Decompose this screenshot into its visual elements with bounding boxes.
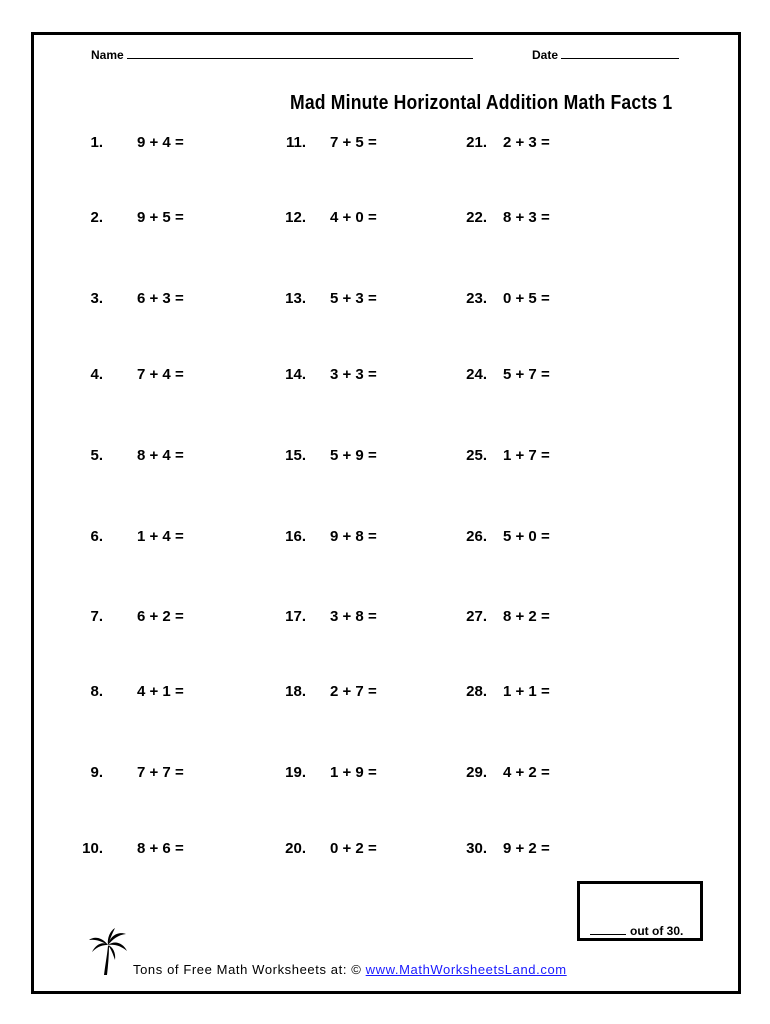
problem-expression: 4 + 2 =	[503, 764, 550, 781]
footer	[133, 962, 567, 977]
problem-expression: 2 + 3 =	[503, 134, 550, 151]
problem-number: 27.	[466, 608, 487, 625]
problem-number: 3.	[90, 290, 103, 307]
problem-number: 9.	[90, 764, 103, 781]
website-link[interactable]: www.MathWorksheetsLand.com	[365, 962, 567, 977]
problem-number: 15.	[285, 447, 306, 464]
problem-expression: 4 + 0 =	[330, 209, 377, 226]
problem-expression: 7 + 7 =	[137, 764, 184, 781]
problem-expression: 7 + 4 =	[137, 366, 184, 383]
problem-number: 16.	[285, 528, 306, 545]
problem-number: 10.	[82, 840, 103, 857]
problem-number: 11.	[285, 134, 306, 151]
problem-number: 6.	[90, 528, 103, 545]
problem-expression: 8 + 6 =	[137, 840, 184, 857]
name-field[interactable]	[91, 48, 473, 62]
name-line[interactable]	[127, 48, 473, 59]
problem-number: 5.	[90, 447, 103, 464]
problem-expression: 3 + 3 =	[330, 366, 377, 383]
problem-number: 19.	[285, 764, 306, 781]
problem-number: 22.	[466, 209, 487, 226]
score-blank[interactable]	[590, 924, 626, 935]
problem-expression: 9 + 5 =	[137, 209, 184, 226]
date-label: Date	[532, 48, 559, 62]
problem-expression: 8 + 4 =	[137, 447, 184, 464]
problem-expression: 1 + 9 =	[330, 764, 377, 781]
problem-expression: 6 + 3 =	[137, 290, 184, 307]
date-field[interactable]	[532, 48, 679, 62]
problem-expression: 9 + 8 =	[330, 528, 377, 545]
problem-number: 8.	[90, 683, 103, 700]
problem-expression: 5 + 7 =	[503, 366, 550, 383]
problem-number: 24.	[466, 366, 487, 383]
problem-number: 28.	[466, 683, 487, 700]
problem-expression: 1 + 7 =	[503, 447, 550, 464]
problem-expression: 5 + 0 =	[503, 528, 550, 545]
score-label: out of 30.	[590, 924, 683, 938]
problem-number: 2.	[90, 209, 103, 226]
problem-number: 25.	[466, 447, 487, 464]
name-label: Name	[91, 48, 124, 62]
problem-number: 21.	[466, 134, 487, 151]
problem-number: 17.	[285, 608, 306, 625]
problem-expression: 5 + 9 =	[330, 447, 377, 464]
palm-tree-icon	[88, 928, 128, 981]
problem-expression: 9 + 2 =	[503, 840, 550, 857]
problem-number: 13.	[285, 290, 306, 307]
footer-text: Tons of Free Math Worksheets at: ©	[133, 962, 362, 977]
problem-number: 20.	[285, 840, 306, 857]
problem-expression: 9 + 4 =	[137, 134, 184, 151]
problem-expression: 5 + 3 =	[330, 290, 377, 307]
problem-number: 7.	[90, 608, 103, 625]
problem-expression: 1 + 4 =	[137, 528, 184, 545]
problem-number: 18.	[285, 683, 306, 700]
problem-expression: 3 + 8 =	[330, 608, 377, 625]
problem-number: 30.	[466, 840, 487, 857]
date-line[interactable]	[561, 48, 679, 59]
problem-number: 29.	[466, 764, 487, 781]
problem-expression: 8 + 3 =	[503, 209, 550, 226]
worksheet-title: Mad Minute Horizontal Addition Math Facts 1	[290, 92, 673, 114]
problem-number: 4.	[90, 366, 103, 383]
problem-number: 14.	[285, 366, 306, 383]
problem-number: 23.	[466, 290, 487, 307]
problem-expression: 0 + 5 =	[503, 290, 550, 307]
problem-expression: 2 + 7 =	[330, 683, 377, 700]
problem-expression: 8 + 2 =	[503, 608, 550, 625]
problem-expression: 1 + 1 =	[503, 683, 550, 700]
problem-number: 26.	[466, 528, 487, 545]
problem-expression: 4 + 1 =	[137, 683, 184, 700]
problem-expression: 6 + 2 =	[137, 608, 184, 625]
problem-number: 12.	[285, 209, 306, 226]
problem-number: 1.	[90, 134, 103, 151]
problem-expression: 0 + 2 =	[330, 840, 377, 857]
problem-expression: 7 + 5 =	[330, 134, 377, 151]
